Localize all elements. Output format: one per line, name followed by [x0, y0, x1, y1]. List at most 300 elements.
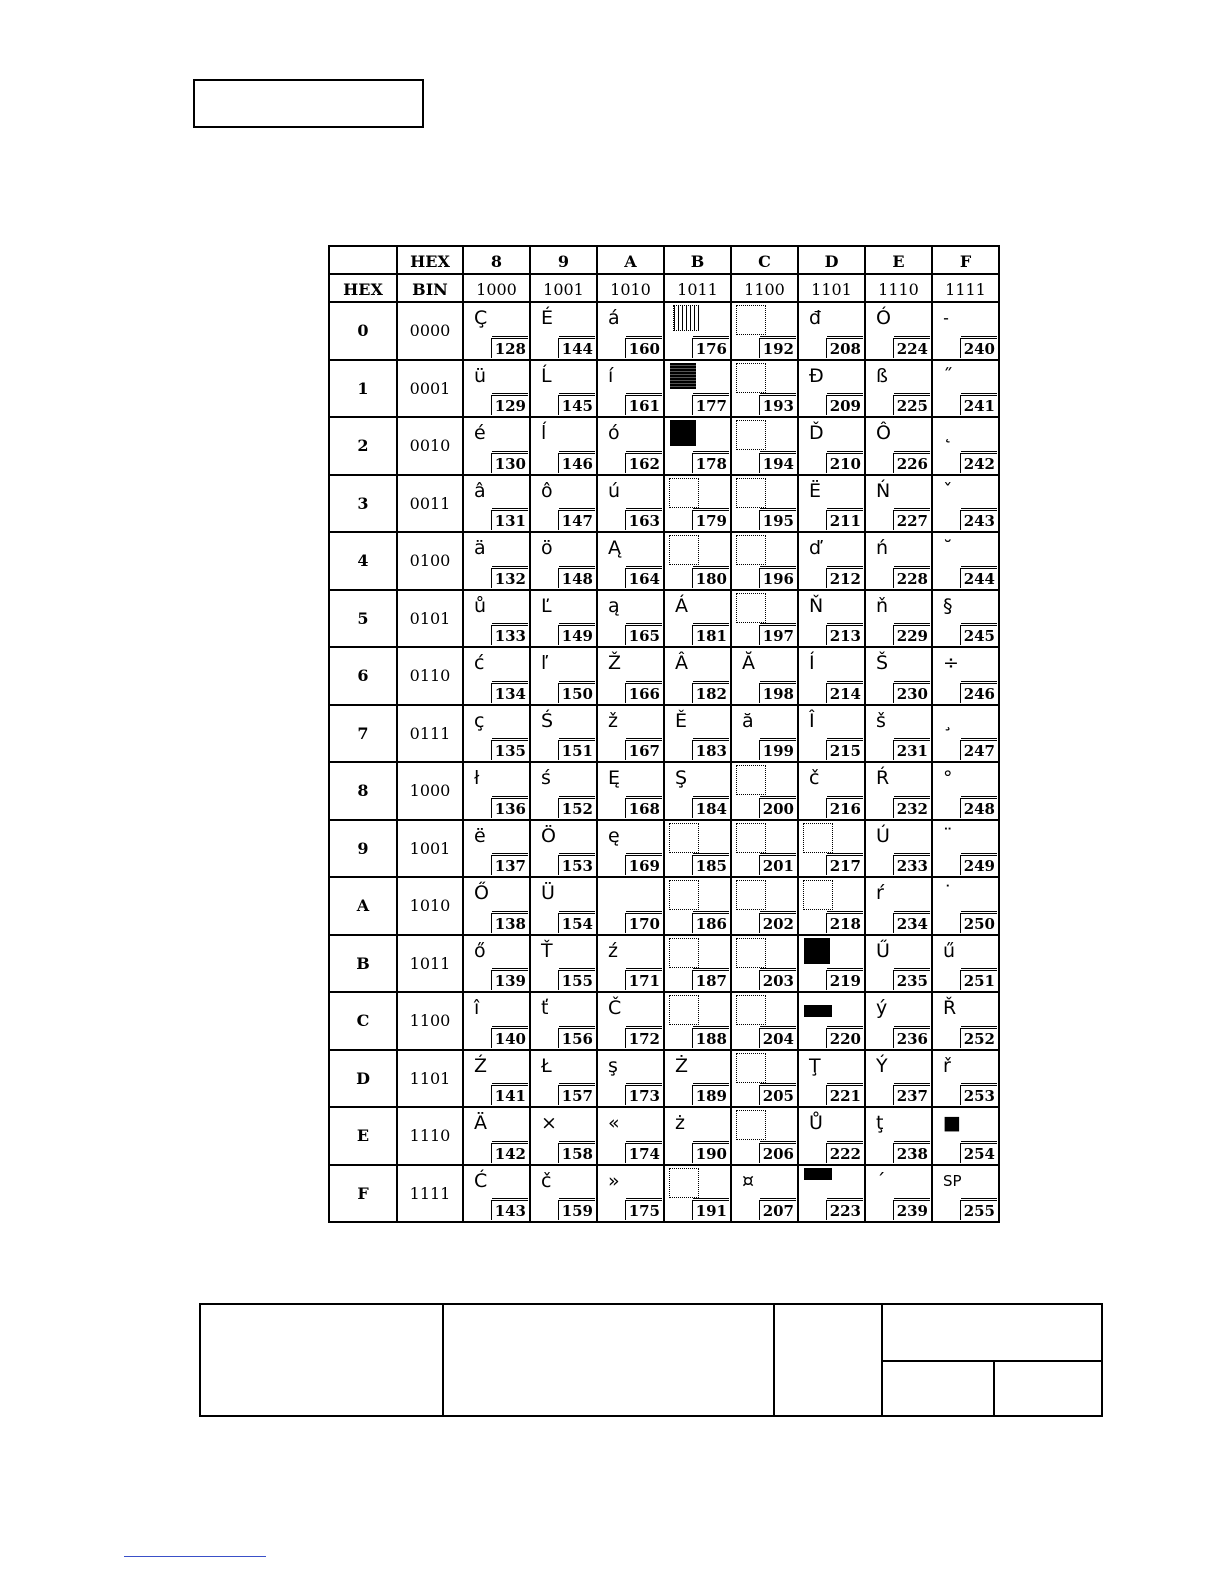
char-cell — [865, 360, 932, 418]
decimal-code: 181 — [692, 625, 729, 645]
decimal-code: 171 — [625, 970, 662, 990]
code-leader-line — [961, 336, 997, 337]
decimal-code: 242 — [960, 453, 997, 473]
char-cell — [798, 590, 865, 648]
decimal-code: 190 — [692, 1143, 729, 1163]
char-cell — [664, 475, 731, 533]
char-glyph: Í — [809, 652, 815, 674]
char-glyph: Î — [809, 709, 815, 732]
char-cell — [530, 417, 597, 475]
decimal-code: 224 — [893, 338, 930, 358]
code-leader-line — [626, 566, 662, 567]
row-hex-value: 6 — [329, 647, 397, 705]
char-glyph: ş — [608, 1054, 618, 1077]
char-cell — [530, 475, 597, 533]
decimal-code: 137 — [491, 855, 528, 875]
box-drawing-icon — [736, 880, 766, 910]
decimal-code: 253 — [960, 1085, 997, 1105]
decimal-code: 210 — [826, 453, 863, 473]
decimal-code: 225 — [893, 395, 930, 415]
table-row — [329, 1107, 999, 1165]
code-leader-line — [559, 1083, 595, 1084]
char-glyph: đ — [809, 307, 822, 329]
char-cell — [865, 417, 932, 475]
box-drawing-icon — [736, 593, 766, 623]
char-cell — [530, 1050, 597, 1108]
char-cell — [664, 877, 731, 935]
char-cell — [932, 877, 999, 935]
char-cell — [932, 935, 999, 993]
decimal-code: 179 — [692, 510, 729, 530]
code-leader-line — [492, 508, 528, 509]
char-cell — [932, 992, 999, 1050]
table-row — [329, 877, 999, 935]
decimal-code: 236 — [893, 1028, 930, 1048]
code-leader-line — [894, 451, 930, 452]
char-cell — [664, 820, 731, 878]
char-glyph: ¤ — [742, 1169, 755, 1192]
char-cell — [932, 417, 999, 475]
row-hex-value: C — [329, 992, 397, 1050]
light-shade-icon — [673, 305, 699, 331]
decimal-code: 238 — [893, 1143, 930, 1163]
char-cell — [932, 360, 999, 418]
char-cell — [597, 992, 664, 1050]
char-glyph: é — [474, 422, 486, 444]
char-glyph: ÷ — [943, 652, 959, 674]
char-cell — [530, 820, 597, 878]
char-cell — [597, 532, 664, 590]
decimal-code: 243 — [960, 510, 997, 530]
code-leader-line — [894, 1083, 930, 1084]
code-leader-line — [693, 738, 729, 739]
box-drawing-icon — [736, 535, 766, 565]
decimal-code: 141 — [491, 1085, 528, 1105]
code-leader-line — [626, 853, 662, 854]
row-hex-value: B — [329, 935, 397, 993]
code-leader-line — [693, 1083, 729, 1084]
char-glyph: ó — [608, 422, 620, 444]
char-glyph: Ź — [474, 1054, 488, 1077]
char-glyph: SP — [943, 1171, 962, 1190]
decimal-code: 229 — [893, 625, 930, 645]
decimal-code: 227 — [893, 510, 930, 530]
char-glyph: É — [541, 307, 554, 329]
code-leader-line — [961, 393, 997, 394]
decimal-code: 192 — [759, 338, 796, 358]
code-leader-line — [626, 968, 662, 969]
code-leader-line — [760, 508, 796, 509]
decimal-code: 234 — [893, 913, 930, 933]
hex-label: HEX — [397, 246, 463, 274]
code-leader-line — [626, 911, 662, 912]
code-leader-line — [827, 853, 863, 854]
code-leader-line — [961, 911, 997, 912]
decimal-code: 255 — [960, 1200, 997, 1220]
row-hex-value: A — [329, 877, 397, 935]
code-leader-line — [626, 451, 662, 452]
char-cell — [798, 1165, 865, 1223]
char-glyph: ů — [474, 594, 487, 617]
character-code-table — [328, 245, 1000, 1223]
code-leader-line — [894, 623, 930, 624]
footer-title-block — [199, 1303, 1103, 1417]
code-leader-line — [827, 566, 863, 567]
row-bin-value: 1111 — [397, 1165, 463, 1223]
box-drawing-icon — [736, 823, 766, 853]
decimal-code: 167 — [625, 740, 662, 760]
box-drawing-icon — [736, 478, 766, 508]
char-cell — [798, 820, 865, 878]
column-hex-d: D — [798, 246, 865, 274]
char-glyph: Á — [675, 594, 688, 617]
char-cell — [530, 705, 597, 763]
char-cell — [664, 1165, 731, 1223]
char-glyph: Đ — [809, 364, 824, 387]
char-cell — [932, 532, 999, 590]
decimal-code: 129 — [491, 395, 528, 415]
table-row — [329, 360, 999, 418]
char-cell — [664, 705, 731, 763]
box-drawing-icon — [736, 363, 766, 393]
char-glyph: ŕ — [876, 882, 884, 904]
code-leader-line — [559, 393, 595, 394]
char-cell — [731, 877, 798, 935]
char-cell — [798, 302, 865, 360]
code-leader-line — [693, 393, 729, 394]
code-leader-line — [693, 1026, 729, 1027]
char-cell — [865, 475, 932, 533]
char-glyph: š — [876, 709, 886, 732]
char-cell — [597, 302, 664, 360]
decimal-code: 194 — [759, 453, 796, 473]
char-glyph: ń — [876, 537, 889, 559]
decimal-code: 196 — [759, 568, 796, 588]
table-row — [329, 647, 999, 705]
char-cell — [463, 1107, 530, 1165]
char-glyph: ď — [809, 537, 822, 559]
code-leader-line — [693, 566, 729, 567]
char-cell — [865, 762, 932, 820]
char-glyph: ° — [943, 767, 953, 789]
code-leader-line — [559, 1026, 595, 1027]
char-glyph: Ä — [474, 1112, 487, 1134]
char-cell — [932, 1165, 999, 1223]
decimal-code: 173 — [625, 1085, 662, 1105]
code-leader-line — [492, 566, 528, 567]
code-leader-line — [492, 1083, 528, 1084]
code-leader-line — [492, 681, 528, 682]
decimal-code: 217 — [826, 855, 863, 875]
decimal-code: 197 — [759, 625, 796, 645]
char-glyph: Ô — [876, 422, 891, 444]
char-cell — [798, 417, 865, 475]
decimal-code: 169 — [625, 855, 662, 875]
box-drawing-icon — [669, 823, 699, 853]
decimal-code: 230 — [893, 683, 930, 703]
code-leader-line — [559, 566, 595, 567]
decimal-code: 249 — [960, 855, 997, 875]
char-cell — [463, 820, 530, 878]
table-row — [329, 992, 999, 1050]
decimal-code: 211 — [826, 510, 863, 530]
decimal-code: 172 — [625, 1028, 662, 1048]
decimal-code: 228 — [893, 568, 930, 588]
row-hex-label: HEX — [329, 274, 397, 302]
char-cell — [463, 992, 530, 1050]
column-bin-d: 1101 — [798, 274, 865, 302]
char-cell — [463, 360, 530, 418]
decimal-code: 233 — [893, 855, 930, 875]
char-cell — [463, 705, 530, 763]
box-drawing-icon — [803, 880, 833, 910]
column-bin-8: 1000 — [463, 274, 530, 302]
char-cell — [798, 705, 865, 763]
column-bin-a: 1010 — [597, 274, 664, 302]
char-glyph: » — [608, 1169, 620, 1192]
char-glyph: ę — [608, 824, 620, 847]
char-glyph: ■ — [943, 1112, 961, 1134]
code-leader-line — [559, 336, 595, 337]
char-cell — [798, 992, 865, 1050]
char-cell — [731, 1165, 798, 1223]
full-block-icon — [804, 938, 830, 964]
char-cell — [530, 532, 597, 590]
row-bin-value: 1000 — [397, 762, 463, 820]
code-leader-line — [559, 738, 595, 739]
char-glyph: × — [541, 1112, 557, 1134]
code-leader-line — [961, 1026, 997, 1027]
bin-label: BIN — [397, 274, 463, 302]
decimal-code: 151 — [558, 740, 595, 760]
table-row — [329, 705, 999, 763]
char-cell — [463, 1165, 530, 1223]
decimal-code: 184 — [692, 798, 729, 818]
char-cell — [463, 762, 530, 820]
decimal-code: 155 — [558, 970, 595, 990]
code-leader-line — [760, 796, 796, 797]
row-hex-value: 7 — [329, 705, 397, 763]
code-leader-line — [492, 796, 528, 797]
char-glyph: â — [474, 479, 486, 502]
char-glyph: ý — [876, 997, 888, 1019]
char-glyph: ĺ — [541, 422, 547, 444]
char-glyph: Ö — [541, 824, 556, 847]
char-cell — [932, 705, 999, 763]
char-cell — [597, 1050, 664, 1108]
decimal-code: 204 — [759, 1028, 796, 1048]
char-cell — [463, 935, 530, 993]
box-drawing-icon — [736, 1110, 766, 1140]
char-glyph: ü — [474, 364, 487, 387]
code-leader-line — [760, 853, 796, 854]
decimal-code: 131 — [491, 510, 528, 530]
row-bin-value: 0110 — [397, 647, 463, 705]
decimal-code: 220 — [826, 1028, 863, 1048]
code-leader-line — [492, 451, 528, 452]
lower-bar-icon — [804, 1005, 832, 1017]
char-glyph: Ś — [541, 709, 554, 732]
code-leader-line — [961, 681, 997, 682]
char-glyph: Ę — [608, 767, 621, 789]
code-leader-line — [626, 738, 662, 739]
char-glyph: Ş — [675, 767, 688, 789]
decimal-code: 218 — [826, 913, 863, 933]
char-cell — [463, 475, 530, 533]
code-leader-line — [894, 911, 930, 912]
char-cell — [664, 532, 731, 590]
char-glyph: á — [608, 307, 620, 329]
char-cell — [597, 762, 664, 820]
decimal-code: 130 — [491, 453, 528, 473]
char-cell — [530, 590, 597, 648]
char-cell — [798, 647, 865, 705]
decimal-code: 162 — [625, 453, 662, 473]
char-glyph: Č — [608, 997, 622, 1019]
char-glyph: ň — [876, 594, 889, 617]
char-glyph: č — [809, 767, 820, 789]
table-row — [329, 762, 999, 820]
code-leader-line — [492, 393, 528, 394]
code-leader-line — [894, 336, 930, 337]
column-bin-c: 1100 — [731, 274, 798, 302]
char-cell — [597, 820, 664, 878]
char-cell — [664, 762, 731, 820]
code-leader-line — [827, 1141, 863, 1142]
decimal-code: 219 — [826, 970, 863, 990]
decimal-code: 226 — [893, 453, 930, 473]
code-leader-line — [894, 853, 930, 854]
decimal-code: 165 — [625, 625, 662, 645]
box-drawing-icon — [736, 995, 766, 1025]
decimal-code: 161 — [625, 395, 662, 415]
char-cell — [731, 532, 798, 590]
code-leader-line — [961, 566, 997, 567]
char-glyph: ą — [608, 594, 620, 617]
char-glyph: ś — [541, 767, 551, 789]
decimal-code: 246 — [960, 683, 997, 703]
char-cell — [865, 302, 932, 360]
char-glyph: í — [608, 364, 614, 387]
code-leader-line — [492, 968, 528, 969]
char-glyph: ´ — [876, 1169, 886, 1192]
footer-divider — [442, 1305, 444, 1415]
char-glyph: ł — [474, 767, 480, 789]
char-cell — [932, 820, 999, 878]
column-hex-c: C — [731, 246, 798, 274]
code-leader-line — [626, 1198, 662, 1199]
decimal-code: 252 — [960, 1028, 997, 1048]
code-leader-line — [894, 738, 930, 739]
code-leader-line — [961, 738, 997, 739]
decimal-code: 187 — [692, 970, 729, 990]
decimal-code: 157 — [558, 1085, 595, 1105]
code-leader-line — [827, 1083, 863, 1084]
char-cell — [932, 1107, 999, 1165]
column-hex-8: 8 — [463, 246, 530, 274]
code-leader-line — [626, 1141, 662, 1142]
char-glyph: ¨ — [943, 824, 953, 847]
box-drawing-icon — [669, 1168, 699, 1198]
char-cell — [597, 417, 664, 475]
code-leader-line — [626, 1083, 662, 1084]
code-leader-line — [760, 738, 796, 739]
char-cell — [731, 647, 798, 705]
row-bin-value: 1011 — [397, 935, 463, 993]
decimal-code: 201 — [759, 855, 796, 875]
char-cell — [798, 762, 865, 820]
decimal-code: 134 — [491, 683, 528, 703]
char-glyph: ˛ — [943, 422, 953, 444]
code-leader-line — [961, 1198, 997, 1199]
char-glyph: ˇ — [943, 479, 953, 502]
decimal-code: 215 — [826, 740, 863, 760]
decimal-code: 149 — [558, 625, 595, 645]
header-label-box — [193, 79, 424, 128]
char-glyph: Ł — [541, 1054, 552, 1077]
char-glyph: ˙ — [943, 882, 953, 904]
code-leader-line — [760, 1141, 796, 1142]
char-glyph: « — [608, 1112, 620, 1134]
char-cell — [597, 877, 664, 935]
table-row — [329, 820, 999, 878]
code-leader-line — [760, 451, 796, 452]
char-glyph: Ě — [675, 709, 688, 732]
code-leader-line — [559, 681, 595, 682]
decimal-code: 154 — [558, 913, 595, 933]
decimal-code: 143 — [491, 1200, 528, 1220]
row-bin-value: 0011 — [397, 475, 463, 533]
code-leader-line — [559, 1141, 595, 1142]
decimal-code: 209 — [826, 395, 863, 415]
box-drawing-icon — [669, 478, 699, 508]
box-drawing-icon — [803, 823, 833, 853]
decimal-code: 174 — [625, 1143, 662, 1163]
decimal-code: 244 — [960, 568, 997, 588]
char-glyph: Ő — [474, 882, 489, 904]
table-row — [329, 417, 999, 475]
decimal-code: 212 — [826, 568, 863, 588]
char-cell — [463, 877, 530, 935]
code-leader-line — [961, 1141, 997, 1142]
code-leader-line — [827, 681, 863, 682]
code-leader-line — [693, 796, 729, 797]
decimal-code: 178 — [692, 453, 729, 473]
char-glyph: Ą — [608, 537, 621, 559]
code-leader-line — [559, 451, 595, 452]
column-bin-9: 1001 — [530, 274, 597, 302]
code-leader-line — [961, 796, 997, 797]
char-cell — [530, 762, 597, 820]
char-cell — [865, 1107, 932, 1165]
decimal-code: 250 — [960, 913, 997, 933]
char-cell — [865, 590, 932, 648]
decimal-code: 180 — [692, 568, 729, 588]
char-cell — [731, 1050, 798, 1108]
box-drawing-icon — [669, 535, 699, 565]
decimal-code: 200 — [759, 798, 796, 818]
row-hex-value: 1 — [329, 360, 397, 418]
code-leader-line — [827, 623, 863, 624]
code-leader-line — [760, 911, 796, 912]
char-glyph: ë — [474, 824, 486, 847]
column-bin-f: 1111 — [932, 274, 999, 302]
code-leader-line — [693, 336, 729, 337]
char-cell — [731, 360, 798, 418]
decimal-code: 214 — [826, 683, 863, 703]
char-cell — [530, 647, 597, 705]
code-leader-line — [894, 968, 930, 969]
